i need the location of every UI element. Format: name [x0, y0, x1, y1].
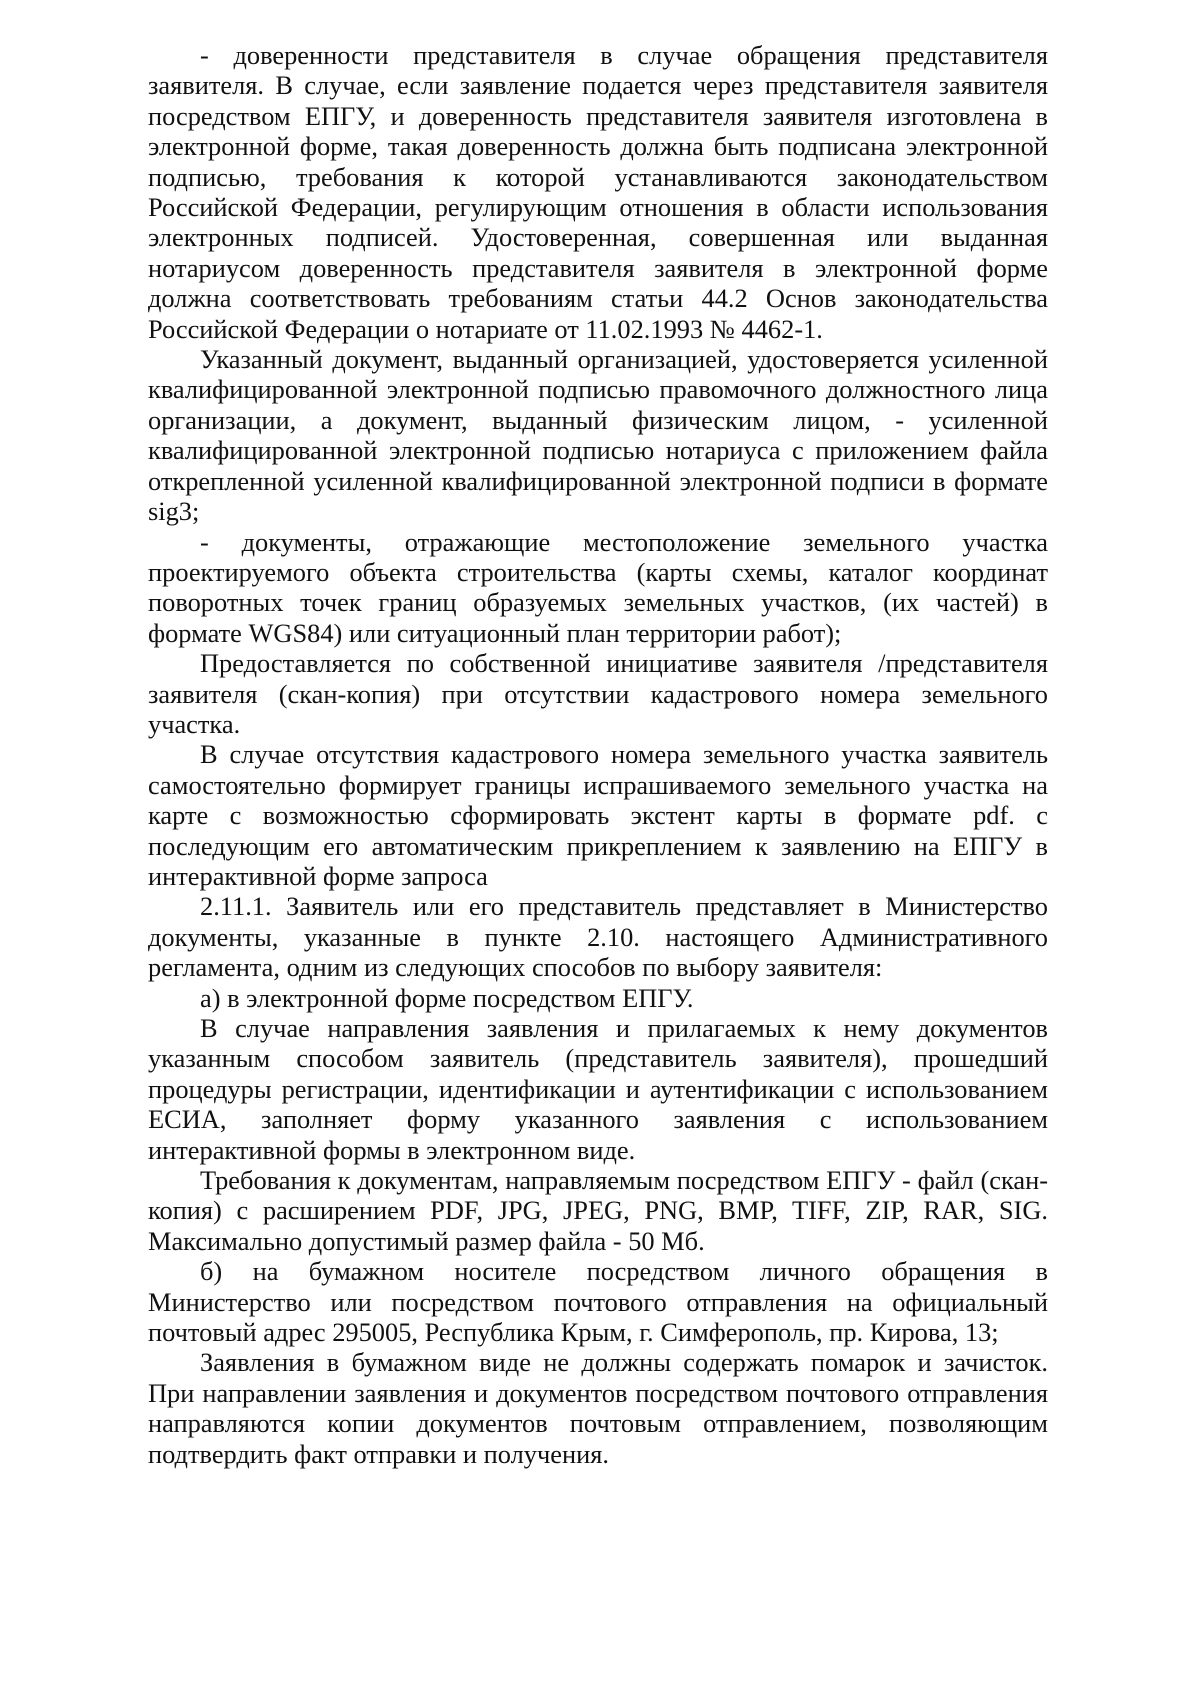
paragraph-esia-procedure: В случае направления заявления и прилагаемых к нему документов указанным способом заявитель (представитель заявителя), прошедший процедуры регистрации, идентификации и аутентификации с использованием ЕСИА, заполняет форму указанного заявления с использованием интерактивной формы в электронном виде. [148, 1013, 1048, 1165]
paragraph-signature-requirements: Указанный документ, выданный организацией, удостоверяется усиленной квалифицированной электронной подписью правомочного должностного лица организации, а документ, выданный физическим лицом, - усиленной квалифицированной электронной подписью нотариуса с приложением файла открепленной усиленной квалифицированной электронной подписи в формате sig3; [148, 344, 1048, 527]
paragraph-option-a: а) в электронной форме посредством ЕПГУ. [200, 982, 694, 1013]
paragraph-no-cadastral-number: В случае отсутствия кадастрового номера земельного участка заявитель самостоятельно формирует границы испрашиваемого земельного участка на карте с возможностью сформировать экстент карты в формате pdf. с последующим его автоматическим прикреплением к заявлению на ЕПГУ в интерактивной форме запроса [148, 739, 1048, 891]
paragraph-file-requirements: Требования к документам, направляемым посредством ЕПГУ - файл (скан-копия) с расширением PDF, JPG, JPEG, PNG, BMP, TIFF, ZIP, RAR, SIG. Максимально допустимый размер файла - 50 Мб. [148, 1165, 1048, 1256]
paragraph-section-2-11-1: 2.11.1. Заявитель или его представитель представляет в Министерство документы, указанные в пункте 2.10. настоящего Административного регламента, одним из следующих способов по выбору заявителя: [148, 891, 1048, 983]
paragraph-paper-requirements: Заявления в бумажном виде не должны содержать помарок и зачисток. При направлении заявления и документов посредством почтового отправления направляются копии документов почтовым отправлением, позволяющим подтвердить факт отправки и получения. [148, 1347, 1048, 1469]
document-page [148, 40, 1048, 1469]
paragraph-location-documents: - документы, отражающие местоположение земельного участка проектируемого объекта строительства (карты схемы, каталог координат поворотных точек границ образуемых земельных участков, (их частей) в формате WGS84) или ситуационный план территории работ); [148, 526, 1048, 648]
paragraph-option-b: б) на бумажном носителе посредством личного обращения в Министерство или посредством почтового отправления на официальный почтовый адрес 295005, Республика Крым, г. Симферополь, пр. Кирова, 13; [148, 1256, 1048, 1348]
paragraph-power-of-attorney: - доверенности представителя в случае обращения представителя заявителя. В случае, если заявление подается через представителя заявителя посредством ЕПГУ, и доверенность представителя заявителя изготовлена в электронной форме, такая доверенность должна быть подписана электронной подписью, требования к которой устанавливаются законодательством Российской Федерации, регулирующим отношения в области использования электронных подписей. Удостоверенная, совершенная или выданная нотариусом доверенность представителя заявителя в электронной форме должна соответствовать требованиям статьи 44.2 Основ законодательства Российской Федерации о нотариате от 11.02.1993 № 4462-1. [148, 40, 1048, 344]
paragraph-own-initiative: Предоставляется по собственной инициативе заявителя /представителя заявителя (скан-копия) при отсутствии кадастрового номера земельного участка. [148, 648, 1048, 739]
